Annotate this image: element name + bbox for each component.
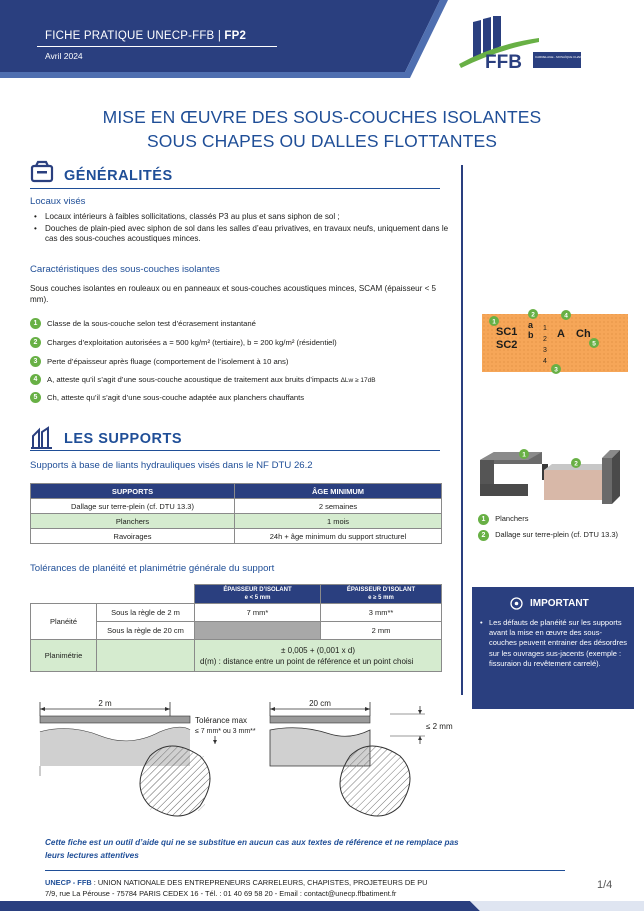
important-title: IMPORTANT — [530, 598, 589, 609]
table-row — [31, 640, 442, 672]
number-badge: 1 — [478, 514, 489, 525]
section-title-generalites: GÉNÉRALITÉS — [64, 168, 173, 184]
info-icon — [510, 597, 523, 610]
table-cell: 2 semaines — [235, 499, 442, 514]
table-cell — [195, 622, 321, 640]
section-rule — [30, 450, 440, 451]
tolerances-title: Tolérances de planéité et planimétrie générale du support — [30, 563, 275, 574]
number-badge: 5 — [30, 392, 41, 403]
tolerance-values: ≤ 7 mm* ou 3 mm** — [195, 728, 256, 735]
footer-band — [0, 897, 644, 911]
label-b: b — [528, 330, 534, 340]
footer-disclaimer: Cette fiche est un outil d’aide qui ne se substitue en aucun cas aux textes de référence et ne remplace pas leurs lectures attentives — [45, 838, 459, 860]
marker-text: 2 — [574, 460, 578, 468]
delta-lw: ΔLw ≥ 17dB — [340, 377, 376, 384]
title-line-2: SOUS CHAPES OU DALLES FLOTTANTES — [146, 131, 498, 151]
table-cell: Planchers — [31, 514, 235, 529]
numbered-item: 3 Perte d’épaisseur après fluage (comportement de l’isolement à 10 ans) — [30, 356, 450, 368]
footer-organization: UNECP - FFB : UNION NATIONALE DES ENTREPRENEURS CARRELEURS, CHAPISTES, PROJETEURS DE PU — [45, 878, 428, 887]
number-badge: 4 — [30, 374, 41, 385]
table-cell: 1 mois — [235, 514, 442, 529]
legend-item: 2 Dallage sur terre-plein (cf. DTU 13.3) — [478, 529, 618, 541]
legend-item: 1 Planchers — [478, 513, 528, 525]
table-cell: Ravoirages — [31, 529, 235, 544]
marker-text: 1 — [492, 318, 496, 326]
table-header: ÉPAISSEUR D’ISOLANT e < 5 mm — [195, 585, 321, 604]
title-line-1: MISE EN ŒUVRE DES SOUS-COUCHES ISOLANTES — [102, 107, 542, 127]
table-header-row — [31, 585, 442, 604]
marker-text: 5 — [592, 340, 596, 348]
table-cell: Sous la règle de 2 m — [97, 604, 195, 622]
footer-address: 7/9, rue La Pérouse - 75784 PARIS CEDEX 16 - Tél. : 01 40 69 58 20 - Email : contact@unecp.ffbatiment.fr — [45, 889, 397, 898]
table-cell: 2 mm — [321, 622, 442, 640]
table-row — [31, 604, 442, 622]
table-header: ÂGE MINIMUM — [235, 484, 442, 499]
footer-rule — [45, 870, 565, 871]
fiche-code: FP2 — [224, 30, 247, 42]
label-sc1: SC1 — [496, 326, 518, 338]
carac-text: Sous couches isolantes en rouleaux ou en panneaux et sous-couches acoustiques minces, SCAM (épaisseur < 5 mm). — [30, 284, 437, 304]
right-dimension: 20 cm — [309, 699, 331, 708]
number-badge: 2 — [478, 530, 489, 541]
table-row — [31, 499, 442, 514]
label-n3: 3 — [543, 347, 547, 354]
important-text: • Les défauts de planéité sur les supports avant la mise en œuvre des sous-couches peuvent entrainer des désordres sur les ouvrages sus-jacents (exemple : fissuraion du revêtement carrelé). — [489, 618, 629, 669]
header-divider — [37, 46, 277, 47]
table-cell: 3 mm** — [321, 604, 442, 622]
table-header: SUPPORTS — [31, 484, 235, 499]
supports-illustration — [472, 440, 638, 514]
table-row — [31, 514, 442, 529]
list-item: • Douches de plain-pied avec siphon de sol dans les salles d’eau privatives, en travaux neufs, uniquement dans le cas des sous-couches acoustiques minces. — [30, 224, 450, 245]
locaux-list — [30, 212, 450, 246]
label-a: a — [528, 320, 534, 330]
table-header: ÉPAISSEUR D’ISOLANT e ≥ 5 mm — [321, 585, 442, 604]
table-cell: Planimétrie — [31, 640, 97, 672]
supports-subtitle: Supports à base de liants hydrauliques visés dans le NF DTU 26.2 — [30, 460, 313, 471]
number-badge: 1 — [30, 318, 41, 329]
table-cell: Dallage sur terre-plein (cf. DTU 13.3) — [31, 499, 235, 514]
table-cell: Sous la règle de 20 cm — [97, 622, 195, 640]
list-item: • Locaux intérieurs à faibles sollicitations, classés P3 au plus et sans siphon de sol ; — [30, 212, 450, 223]
table-row — [31, 529, 442, 544]
table-cell: 24h + âge minimum du support structurel — [235, 529, 442, 544]
generalites-icon — [30, 160, 54, 184]
tolerances-table — [30, 584, 442, 672]
label-A: A — [557, 328, 565, 340]
marker-text: 2 — [531, 311, 535, 319]
flatness-diagram — [30, 696, 453, 828]
supports-table — [30, 483, 442, 544]
marker-text: 3 — [554, 366, 558, 374]
numbered-item: 1 Classe de la sous-couche selon test d’écrasement instantané — [30, 318, 450, 330]
label-n4: 4 — [543, 358, 547, 365]
supports-icon — [30, 426, 54, 450]
section-rule — [30, 188, 440, 189]
tolerance-title: Tolérance max — [195, 716, 248, 725]
column-divider — [461, 165, 463, 695]
page-title — [0, 105, 644, 153]
ffb-logo-text: FFB — [485, 52, 522, 73]
marker-text: 4 — [564, 312, 568, 320]
section-title-supports: LES SUPPORTS — [64, 431, 182, 447]
number-badge: 3 — [30, 356, 41, 367]
table-header-row — [31, 484, 442, 499]
left-dimension: 2 m — [98, 699, 112, 708]
page-number: 1/4 — [597, 879, 613, 891]
table-cell — [97, 640, 195, 672]
label-n2: 2 — [543, 336, 547, 343]
label-diagram — [482, 308, 632, 378]
label-Ch: Ch — [576, 328, 591, 340]
marker-text: 1 — [522, 451, 526, 459]
carac-title: Caractéristiques des sous-couches isolantes — [30, 264, 220, 275]
table-cell: Planéité — [31, 604, 97, 640]
ffb-logo-tagline: CARRELAGE - MOSAÏQUE CHAPE POLYURÉTHANE PROJETÉ — [535, 55, 624, 59]
numbered-item: 2 Charges d’exploitation autorisées a = 500 kg/m² (tertiaire), b = 200 kg/m² (résidentiel) — [30, 337, 450, 349]
locaux-title: Locaux visés — [30, 196, 86, 207]
table-cell: 7 mm* — [195, 604, 321, 622]
label-sc2: SC2 — [496, 339, 518, 351]
fiche-label: FICHE PRATIQUE UNECP-FFB | FP2 — [45, 30, 247, 42]
right-tolerance: ≤ 2 mm — [426, 722, 453, 731]
table-cell: ± 0,005 + (0,001 x d) d(m) : distance entre un point de référence et un point choisi — [195, 640, 442, 672]
fiche-date: Avril 2024 — [45, 51, 83, 61]
numbered-item: 4 A, atteste qu’il s’agit d’une sous-couche acoustique de traitement aux bruits d’impacts ΔLw ≥ 17dB — [30, 374, 450, 386]
ffb-logo — [455, 16, 624, 76]
number-badge: 2 — [30, 337, 41, 348]
label-n1: 1 — [543, 325, 547, 332]
numbered-item: 5 Ch, atteste qu’il s’agit d’une sous-couche adaptée aux planchers chauffants — [30, 392, 450, 404]
